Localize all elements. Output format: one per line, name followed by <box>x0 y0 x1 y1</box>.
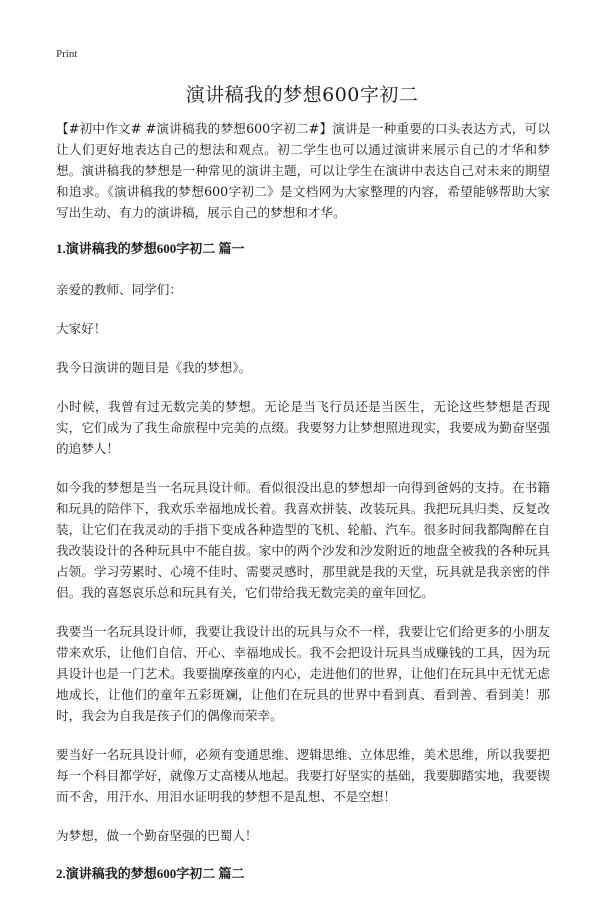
body-paragraph: 我今日演讲的题目是《我的梦想》。 <box>56 360 252 375</box>
body-paragraph: 要当好一名玩具设计师，必须有变通思维、逻辑思维、立体思维，美术思维，所以我要把每一个科目都学好，就像万丈高楼从地起。我要打好坚实的基础，我要脚踏实地，我要锲而不舍，用汗水、用泪水证明我的梦想不是乱想、不是空想！ <box>56 747 550 804</box>
body-paragraph: 小时候，我曾有过无数完美的梦想。无论是当飞行员还是当医生，无论这些梦想是否现实，它们成为了我生命旅程中完美的点缀。我要努力让梦想照进现实，我要成为勤奋坚强的追梦人！ <box>56 399 550 456</box>
intro-paragraph: 【#初中作文# #演讲稿我的梦想600字初二#】演讲是一种重要的口头表达方式，可以让人们更好地表达自己的想法和观点。初二学生也可以通过演讲来展示自己的才华和梦想。演讲稿我的梦想是一种常见的演讲主题，可以让学生在演讲中表达自己对未来的期望和追求。《演讲稿我的梦想600字初二》是文档网为大家整理的内容，希望能够帮助大家写出生动、有力的演讲稿，展示自己的梦想和才华。 <box>56 121 550 220</box>
section-heading-1: 1.演讲稿我的梦想600字初二 篇一 <box>56 241 245 256</box>
print-label[interactable]: Print <box>56 48 78 60</box>
body-paragraph: 亲爱的教师、同学们： <box>56 282 182 297</box>
body-paragraph: 大家好！ <box>56 321 107 336</box>
section-heading-2: 2.演讲稿我的梦想600字初二 篇二 <box>56 866 245 881</box>
body-paragraph: 为梦想，做一个勤奋坚强的巴蜀人！ <box>56 828 258 843</box>
body-paragraph: 我要当一名玩具设计师，我要让我设计出的玩具与众不一样，我要让它们给更多的小朋友带来欢乐，让他们自信、开心、幸福地成长。我不会把设计玩具当成赚钱的工具，因为玩具设计也是一门艺术。我要揣摩孩童的内心，走进他们的世界，让他们在玩具中无忧无虑地成长，让他们的童年五彩斑斓，让他们在玩具的世界中看到真、看到善、看到美！那时，我会为自我是孩子们的偶像而荣幸。 <box>56 624 550 723</box>
document-body <box>56 118 550 904</box>
page-title: 演讲稿我的梦想600字初二 <box>185 84 419 106</box>
body-paragraph: 如今我的梦想是当一名玩具设计师。看似很没出息的梦想却一向得到爸妈的支持。在书籍和玩具的陪伴下，我欢乐幸福地成长着。我喜欢拼装、改装玩具。我把玩具归类、反复改装，让它们在我灵动的手指下变成各种造型的飞机、轮船、汽车。很多时间我都陶醉在自我改装设计的各种玩具中不能自拔。家中的两个沙发和沙发附近的地盘全被我的各种玩具占领。学习劳累时、心境不佳时、需要灵感时，那里就是我的天堂，玩具就是我亲密的伴侣。我的喜怒哀乐总和玩具有关，它们带给我无数完美的童年回忆。 <box>56 480 550 600</box>
